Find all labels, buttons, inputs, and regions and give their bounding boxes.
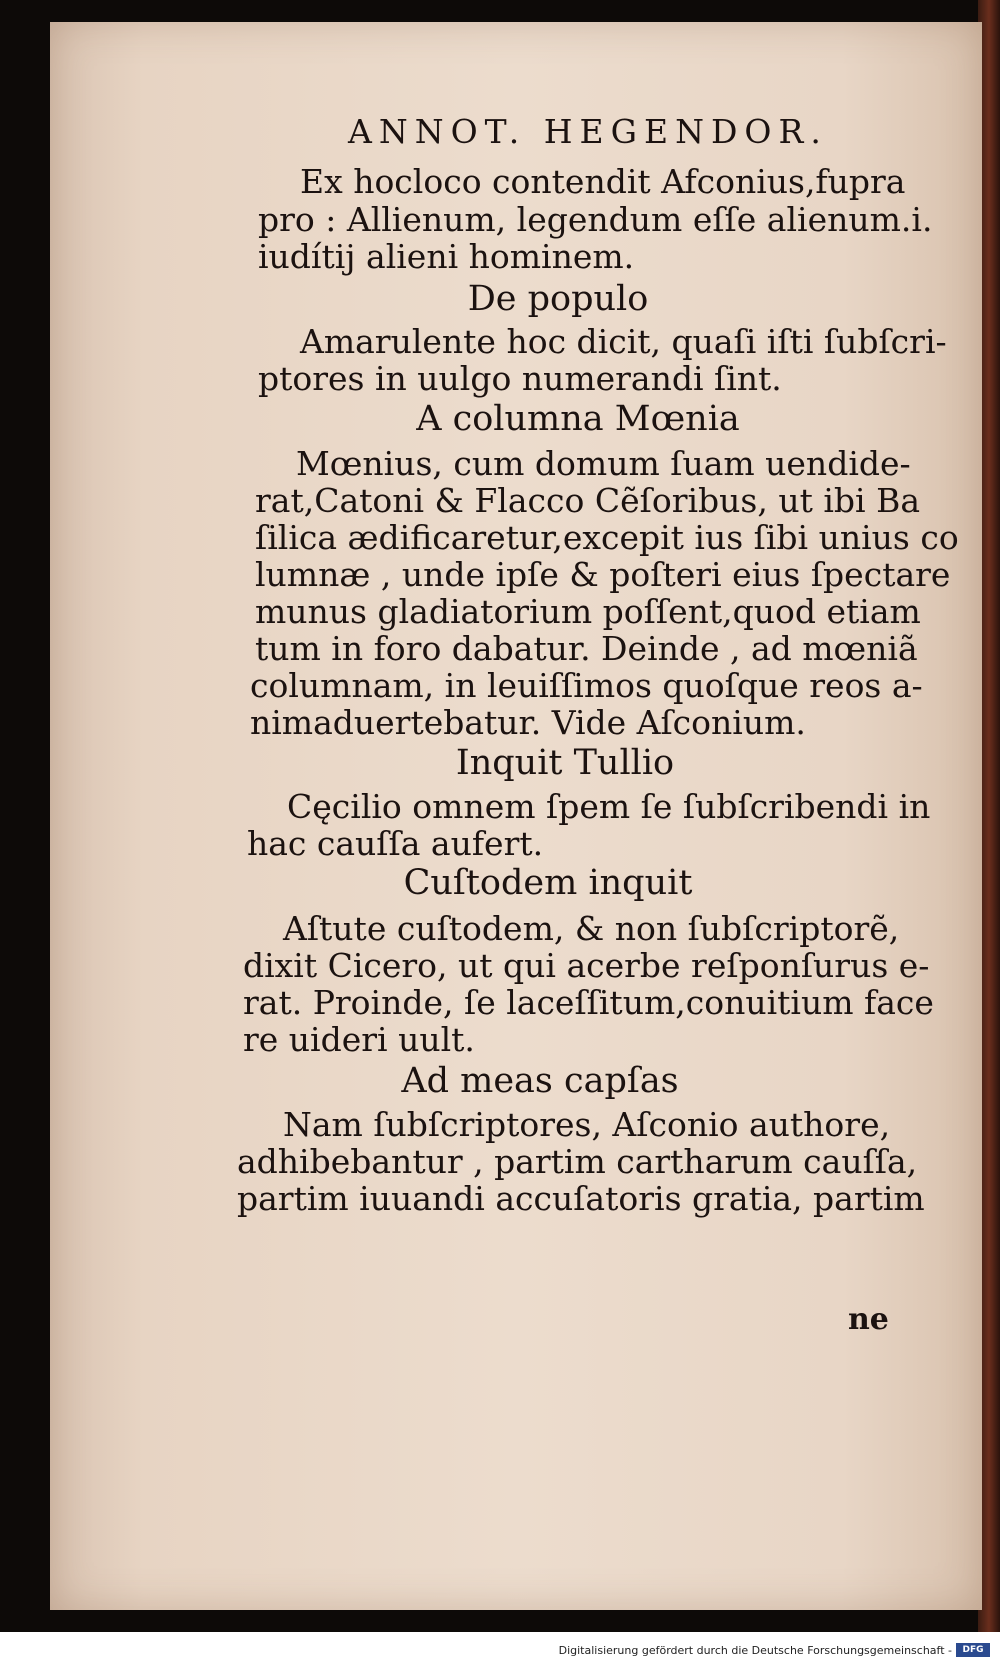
text-line: ptores in uulgo numerandi ſint. — [258, 359, 782, 398]
catchword: ne — [848, 1302, 889, 1337]
section-heading: A columna Mœnia — [416, 399, 740, 439]
section-heading: De populo — [467, 279, 649, 319]
text-line: munus gladiatorium poſſent,quod etiam — [255, 592, 921, 631]
text-line: Cęcilio omnem ſpem ſe ſubſcribendi in — [287, 787, 931, 826]
section-heading: Inquit Tullio — [455, 743, 675, 783]
text-line: rat. Proinde, ſe laceſſitum,conuitium face — [243, 983, 934, 1022]
text-line: re uideri uult. — [243, 1020, 475, 1059]
dfg-logo: DFG — [956, 1643, 990, 1657]
text-line: dixit Cicero, ut qui acerbe reſponſurus e- — [243, 946, 930, 985]
text-line: Amarulente hoc dicit, quaſi iſti ſubſcri- — [300, 322, 947, 361]
text-line: Nam ſubſcriptores, Aſconio authore, — [283, 1105, 891, 1144]
text-line: tum in foro dabatur. Deinde , ad mœniã — [255, 629, 918, 668]
text-line: lumnæ , unde ipſe & poſteri eius ſpectare — [255, 555, 951, 594]
text-line: hac cauſſa aufert. — [247, 824, 544, 863]
text-line: Ex hocloco contendit Afconius,fupra — [300, 162, 906, 201]
text-line: nimaduertebatur. Vide Aſconium. — [250, 703, 806, 742]
text-line: Mœnius, cum domum ſuam uendide- — [296, 444, 911, 483]
digitization-footer — [0, 1632, 1000, 1666]
text-line: ſilica ædificaretur,excepit ius ſibi unius co — [255, 518, 959, 557]
text-line: iudítij alieni hominem. — [258, 237, 635, 276]
text-line: adhibebantur , partim cartharum cauſſa, — [237, 1142, 918, 1181]
text-line: rat,Catoni & Flacco Cẽſoribus, ut ibi Ba — [255, 481, 920, 520]
running-head: ANNOT. HEGENDOR. — [348, 112, 828, 151]
text-line: partim iuuandi accuſatoris gratia, partim — [237, 1179, 925, 1218]
section-heading: Ad meas capſas — [401, 1061, 679, 1101]
text-line: pro : Allienum, legendum eſſe alienum.i. — [258, 200, 933, 239]
section-heading: Cuſtodem inquit — [403, 863, 693, 903]
text-line: columnam, in leuiſſimos quoſque reos a- — [250, 666, 923, 705]
funding-credit: Digitalisierung gefördert durch die Deutsche Forschungsgemeinschaft - — [558, 1644, 952, 1657]
text-line: Aſtute cuſtodem, & non ſubſcriptorẽ, — [283, 909, 900, 948]
